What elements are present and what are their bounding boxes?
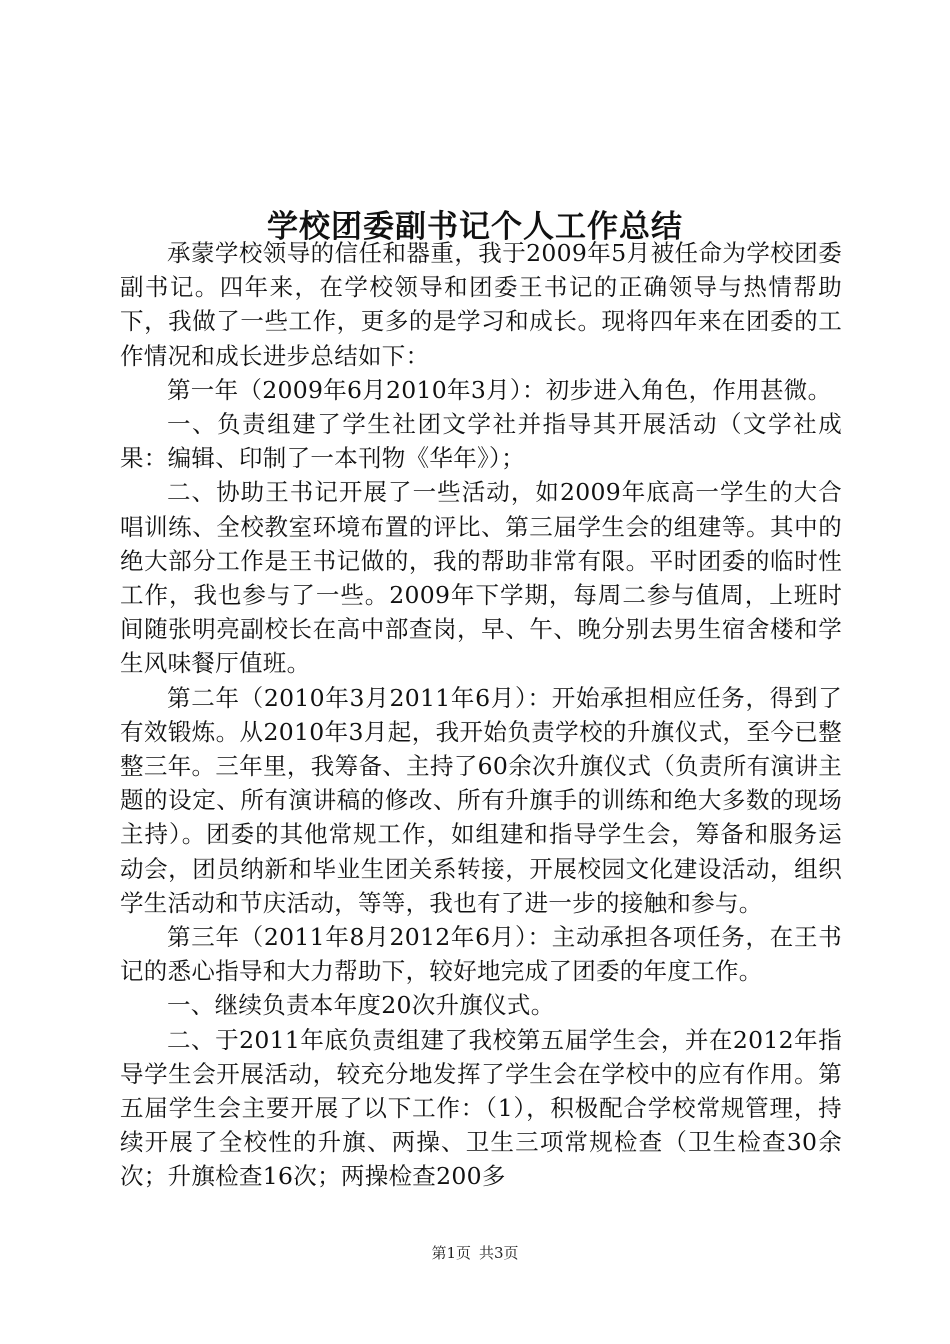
page-number: 第1页: [431, 1244, 471, 1262]
page-footer: [0, 1242, 950, 1264]
page-total: 共3页: [479, 1244, 519, 1262]
paragraph-year-one-heading: 第一年（2009年6月2010年3月）：初步进入角色，作用甚微。: [167, 375, 832, 404]
paragraph-year-one-item-1: 一、负责组建了学生社团文学社并指导其开展活动（文学社成果：编辑、印制了一本刊物《华年》）；: [120, 410, 842, 473]
document-title: 学校团委副书记个人工作总结: [267, 208, 683, 245]
paragraph-year-three-item-1: 一、继续负责本年度20次升旗仪式。: [167, 991, 555, 1020]
document-body: [120, 236, 842, 1194]
paragraph-year-three-item-2: 二、于2011年底负责组建了我校第五届学生会，并在2012年指导学生会开展活动，较充分地发挥了学生会在学校中的应有作用。第五届学生会主要开展了以下工作：（1），积极配合学校常规管理，持续开展了全校性的升旗、两操、卫生三项常规检查（卫生检查30余次；升旗检查16次；两操检查200多: [120, 1025, 842, 1191]
paragraph-year-three-heading: 第三年（2011年8月2012年6月）：主动承担各项任务，在王书记的悉心指导和大力帮助下，较好地完成了团委的年度工作。: [120, 923, 842, 986]
paragraph-intro: 承蒙学校领导的信任和器重，我于2009年5月被任命为学校团委副书记。四年来，在学校领导和团委王书记的正确领导与热情帮助下，我做了一些工作，更多的是学习和成长。现将四年来在团委的工作情况和成长进步总结如下：: [120, 239, 842, 370]
paragraph-year-two: 第二年（2010年3月2011年6月）：开始承担相应任务，得到了有效锻炼。从2010年3月起，我开始负责学校的升旗仪式，至今已整整三年。三年里，我筹备、主持了60余次升旗仪式（负责所有演讲主题的设定、所有演讲稿的修改、所有升旗手的训练和绝大多数的现场主持）。团委的其他常规工作，如组建和指导学生会，筹备和服务运动会，团员纳新和毕业生团关系转接，开展校园文化建设活动，组织学生活动和节庆活动，等等，我也有了进一步的接触和参与。: [120, 683, 842, 917]
paragraph-year-one-item-2: 二、协助王书记开展了一些活动，如2009年底高一学生的大合唱训练、全校教室环境布置的评比、第三届学生会的组建等。其中的绝大部分工作是王书记做的，我的帮助非常有限。平时团委的临时性工作，我也参与了一些。2009年下学期，每周二参与值周，上班时间随张明亮副校长在高中部查岗，早、午、晚分别去男生宿舍楼和学生风味餐厅值班。: [120, 478, 842, 678]
